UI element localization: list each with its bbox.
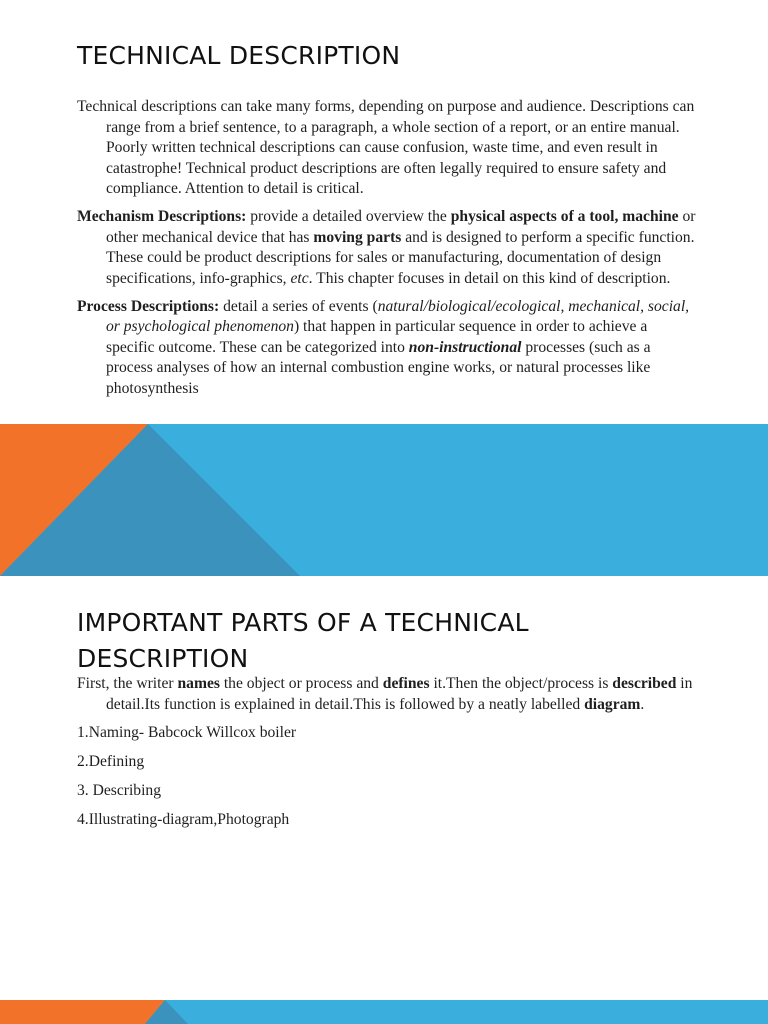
process-paragraph xyxy=(77,297,697,400)
bold-run: physical aspects of a tool, machine xyxy=(450,208,679,225)
italic-run: etc xyxy=(290,269,309,287)
text-run: provide a detailed overview the xyxy=(246,208,451,225)
text-run: in detail.Its function is explained in detail.This is followed by a neatly labelled xyxy=(106,675,693,713)
decorative-band xyxy=(0,1000,768,1024)
text-run: ) that happen in particular sequence in order to achieve a specific outcome. These can be categorized into xyxy=(106,318,648,356)
text-run: and is designed to perform a specific function. These could be product descriptions for sales or manufacturing, documentation of design specifications, info-graphics, xyxy=(106,228,695,287)
process-label: Process Descriptions: xyxy=(77,297,220,315)
bold-italic-run: non-instructional xyxy=(408,338,522,356)
slide-title: TECHNICAL DESCRIPTION xyxy=(77,41,401,70)
text-run: detail a series of events ( xyxy=(219,297,378,315)
text-run: . This chapter focuses in detail on this kind of description. xyxy=(308,269,671,287)
orange-triangle xyxy=(0,1000,165,1024)
text-run: it.Then the object/process is xyxy=(429,675,613,692)
text-run: or other mechanical device that has xyxy=(106,208,696,246)
decorative-triangles xyxy=(0,424,768,576)
text-run: First, the writer xyxy=(77,675,178,692)
decorative-triangles xyxy=(0,1000,768,1024)
bold-run: moving parts xyxy=(313,228,402,246)
list-item-naming: 1.Naming- Babcock Willcox boiler xyxy=(77,723,297,741)
list-item-describing: 3. Describing xyxy=(77,781,162,799)
bold-run: diagram xyxy=(584,695,641,713)
bold-run: defines xyxy=(382,675,430,692)
slide-body xyxy=(77,97,697,407)
decorative-band xyxy=(0,424,768,576)
text-run: the object or process and xyxy=(219,675,383,692)
italic-run: natural/biological/ecological, mechanical, social, or psychological phenomenon xyxy=(106,297,690,335)
bold-run: described xyxy=(612,675,677,692)
text-run: . xyxy=(640,695,645,713)
slide-important-parts xyxy=(0,576,768,1024)
mechanism-paragraph xyxy=(77,207,697,289)
list-item-illustrating: 4.Illustrating-diagram,Photograph xyxy=(77,810,290,828)
mechanism-label: Mechanism Descriptions: xyxy=(77,208,247,225)
slide-body xyxy=(77,674,697,839)
slide-title: IMPORTANT PARTS OF A TECHNICAL DESCRIPTION xyxy=(77,608,529,673)
intro-paragraph xyxy=(77,674,697,715)
intro-paragraph: Technical descriptions can take many forms, depending on purpose and audience. Descriptions can range from a brief sentence, to a paragraph, a whole section of a report, or an entire manual. Poorly written technical descriptions can cause confusion, waste time, and even result in catastrophe! Technical product descriptions are often legally required to ensure safety and compliance. Attention to detail is critical. xyxy=(77,98,695,197)
text-run: processes (such as a process analyses of how an internal combustion engine works, or natural processes like photosynthesis xyxy=(106,338,651,397)
bold-run: names xyxy=(177,675,220,692)
list-item-defining: 2.Defining xyxy=(77,752,145,770)
